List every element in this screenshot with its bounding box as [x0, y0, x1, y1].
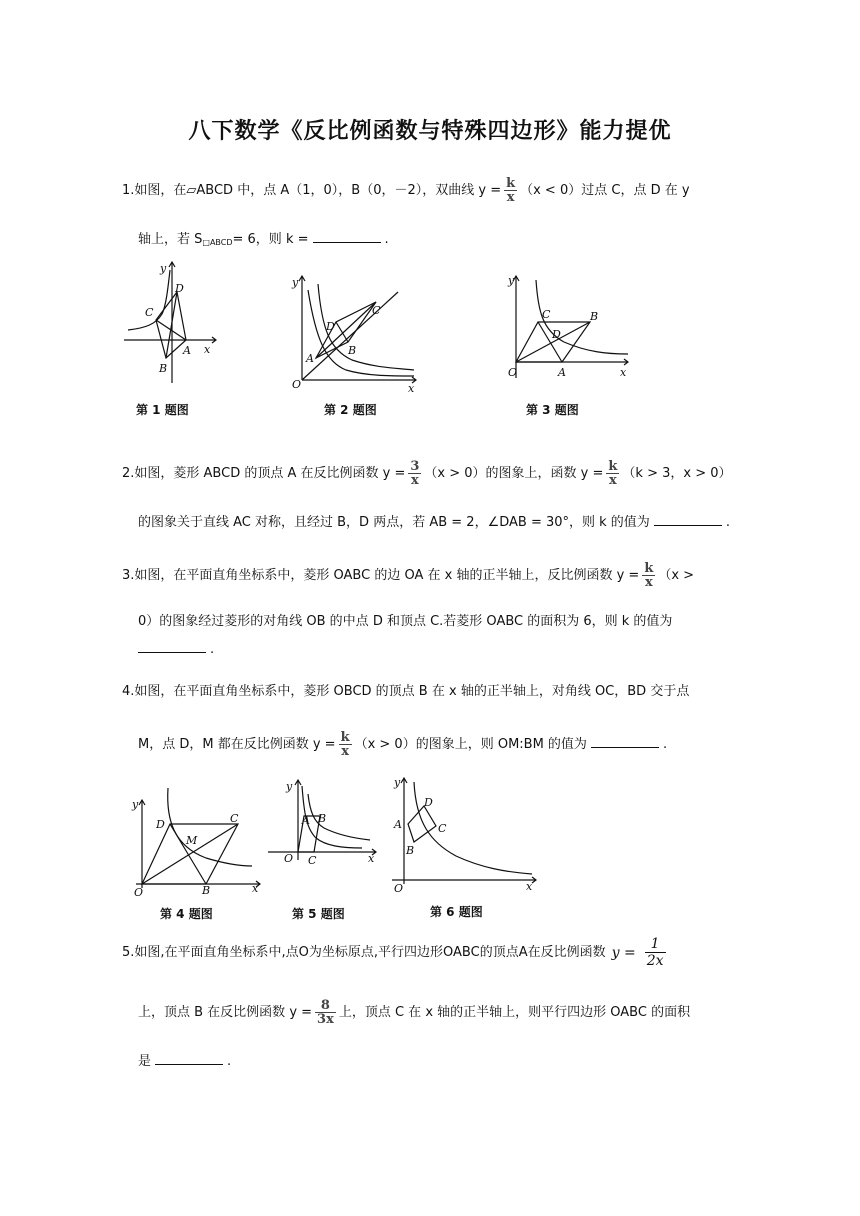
svg-text:C: C: [372, 304, 381, 317]
svg-text:x: x: [252, 882, 259, 895]
svg-text:第 2 题图: 第 2 题图: [324, 403, 377, 417]
svg-text:O: O: [284, 852, 294, 865]
fraction: $\frac{1}{2x}$: [646, 936, 664, 969]
q5-line3: 是 .: [138, 1054, 232, 1069]
svg-text:C: C: [145, 306, 154, 319]
svg-text:O: O: [508, 366, 518, 379]
svg-text:第 4 题图: 第 4 题图: [160, 907, 213, 921]
answer-blank[interactable]: [313, 230, 381, 243]
answer-blank[interactable]: [591, 735, 659, 748]
figure-3: [492, 270, 634, 420]
svg-text:D: D: [156, 818, 165, 831]
figure-1: [116, 258, 226, 420]
page-title: 八下数学《反比例函数与特殊四边形》能力提优: [188, 119, 672, 144]
svg-text:D: D: [326, 320, 335, 333]
svg-text:D: D: [424, 796, 433, 809]
fraction: $\frac{k}{x}$: [608, 459, 618, 488]
q3-line2: 0）的图象经过菱形的对角线 OB 的中点 D 和顶点 C.若菱形 OABC 的面积为 6，则 k 的值为: [138, 614, 673, 629]
answer-blank[interactable]: [654, 513, 722, 526]
svg-text:A: A: [394, 818, 402, 831]
svg-text:第 5 题图: 第 5 题图: [292, 907, 345, 921]
figure-6: [386, 772, 542, 924]
fraction: $\frac{3}{x}$: [410, 459, 420, 488]
q4-line2: M，点 D，M 都在反比例函数 y = $\frac{k}{x}$ （x > 0）的图象上，则 OM:BM 的值为 .: [138, 730, 668, 759]
fraction: $\frac{k}{x}$: [644, 561, 654, 590]
svg-text:O: O: [134, 886, 144, 899]
svg-text:O: O: [394, 882, 404, 895]
svg-text:y: y: [286, 780, 293, 793]
svg-text:M: M: [186, 834, 198, 847]
svg-text:x: x: [526, 880, 533, 893]
answer-blank[interactable]: [138, 640, 206, 653]
svg-text:y: y: [160, 262, 167, 275]
svg-text:x: x: [620, 366, 627, 379]
q5-line2: 上，顶点 B 在反比例函数 y = $\frac{8}{3x}$ 上，顶点 C 在 x 轴的正半轴上，则平行四边形 OABC 的面积: [138, 998, 691, 1027]
svg-text:第 1 题图: 第 1 题图: [136, 403, 189, 417]
svg-text:y: y: [132, 798, 139, 811]
svg-text:C: C: [230, 812, 239, 825]
svg-text:A: A: [183, 344, 191, 357]
svg-text:x: x: [204, 343, 211, 356]
svg-text:C: C: [308, 854, 317, 867]
svg-text:O: O: [292, 378, 302, 391]
svg-text:C: C: [438, 822, 447, 835]
svg-text:y: y: [394, 776, 401, 789]
svg-text:D: D: [175, 282, 184, 295]
svg-text:x: x: [368, 852, 375, 865]
svg-text:B: B: [159, 362, 168, 375]
svg-text:D: D: [552, 328, 561, 341]
q3-line3: .: [138, 640, 768, 657]
svg-text:B: B: [406, 844, 415, 857]
q2-line2: 的图象关于直线 AC 对称，且经过 B，D 两点，若 AB = 2，∠DAB = 30°，则 k 的值为 .: [138, 515, 730, 530]
q1-line1: 1.如图，在▱ABCD 中，点 A（1，0），B（0，－2），双曲线 y = $\frac{k}{x}$ （x < 0）过点 C，点 D 在 y: [122, 176, 690, 205]
q5-line1: 5.如图,在平面直角坐标系中,点O为坐标原点,平行四边形OABC的顶点A在反比例函数 y = $\frac{1}{2x}$: [122, 936, 664, 969]
svg-text:A: A: [558, 366, 566, 379]
svg-text:B: B: [318, 812, 327, 825]
figure-4: [116, 774, 266, 924]
figure-2: [286, 270, 424, 420]
answer-blank[interactable]: [155, 1052, 223, 1065]
q3-line1: 3.如图，在平面直角坐标系中，菱形 OABC 的边 OA 在 x 轴的正半轴上，反比例函数 y = $\frac{k}{x}$ （x >: [122, 561, 695, 590]
q4-line1: 4.如图，在平面直角坐标系中，菱形 OBCD 的顶点 B 在 x 轴的正半轴上，对角线 OC，BD 交于点: [122, 684, 690, 699]
svg-text:B: B: [348, 344, 357, 357]
figure-5: [266, 776, 380, 924]
svg-text:A: A: [302, 814, 310, 827]
svg-text:x: x: [408, 382, 415, 395]
svg-text:y: y: [508, 274, 515, 287]
q2-line1: 2.如图，菱形 ABCD 的顶点 A 在反比例函数 y = $\frac{3}{x}$ （x > 0）的图象上，函数 y = $\frac{k}{x}$ （k > 3，x > 0）: [122, 459, 732, 488]
q1-line2: 轴上，若 $S_{□ABCD}= 6$，则 k = .: [138, 232, 389, 247]
svg-text:y: y: [292, 276, 299, 289]
svg-text:第 3 题图: 第 3 题图: [526, 403, 579, 417]
fraction: $\frac{k}{x}$: [506, 176, 516, 205]
svg-text:C: C: [542, 308, 551, 321]
fraction: y =: [611, 944, 636, 961]
svg-text:第 6 题图: 第 6 题图: [430, 905, 483, 919]
svg-text:B: B: [202, 884, 211, 897]
fraction: $\frac{8}{3x}$: [317, 998, 334, 1027]
svg-text:B: B: [590, 310, 599, 323]
svg-text:A: A: [306, 352, 314, 365]
fraction: $\frac{k}{x}$: [340, 730, 350, 759]
